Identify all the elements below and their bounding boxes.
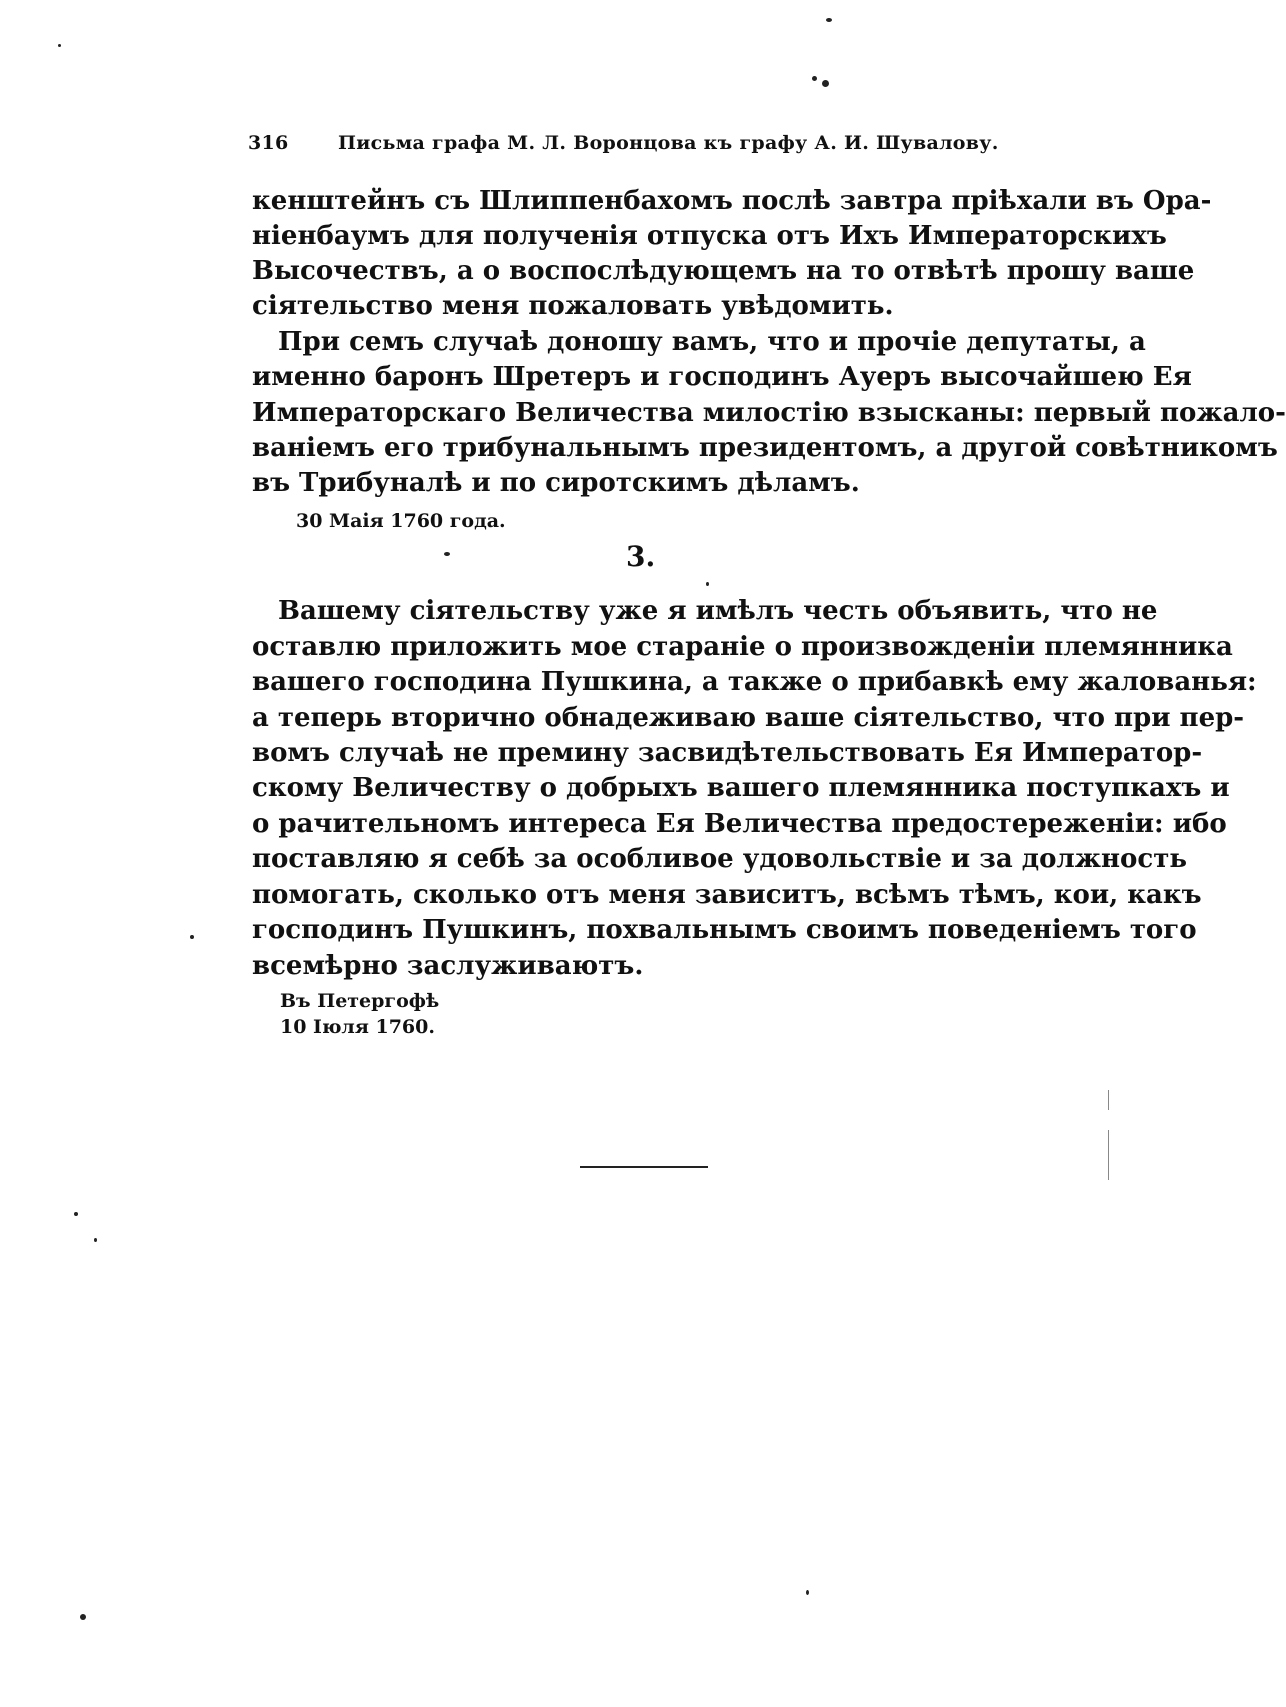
scan-speck <box>812 76 817 81</box>
text-line: поставляю я себѣ за особливое удовольствіе и за должность <box>252 844 1187 874</box>
text-line: господинъ Пушкинъ, похвальнымъ своимъ поведеніемъ того <box>252 915 1197 945</box>
scan-edge-mark <box>1108 1090 1109 1110</box>
text-line: ніенбаумъ для полученія отпуска отъ Ихъ Императорскихъ <box>252 221 1167 251</box>
text-line: о рачительномъ интереса Ея Величества предостереженіи: ибо <box>252 809 1227 839</box>
scan-speck <box>822 80 829 87</box>
scan-speck <box>74 1212 78 1216</box>
running-header <box>248 132 999 154</box>
text-line: скому Величеству о добрыхъ вашего племянника поступкахъ и <box>252 773 1230 803</box>
text-line: всемѣрно заслуживаютъ. <box>252 951 644 981</box>
letter-place: Въ Петергофѣ <box>280 990 440 1012</box>
letter-date: 30 Маія 1760 года. <box>296 510 506 532</box>
page-number: 316 <box>248 132 289 154</box>
scan-speck <box>444 552 450 556</box>
text-line: Императорскаго Величества милостію взысканы: первый пожало- <box>252 398 1286 428</box>
scan-speck <box>58 44 61 47</box>
scan-speck <box>806 1590 809 1595</box>
text-line: въ Трибуналѣ и по сиротскимъ дѣламъ. <box>252 468 860 498</box>
text-line: помогать, сколько отъ меня зависитъ, всѣмъ тѣмъ, кои, какъ <box>252 880 1202 910</box>
text-line: При семъ случаѣ доношу вамъ, что и прочіе депутаты, а <box>278 327 1146 357</box>
text-line: Вашему сіятельству уже я имѣлъ честь объявить, что не <box>278 596 1158 626</box>
text-line: кенштейнъ съ Шлиппенбахомъ послѣ завтра пріѣхали въ Ора- <box>252 186 1212 216</box>
scan-speck <box>80 1614 86 1620</box>
scan-speck <box>94 1238 97 1242</box>
text-line: вашего господина Пушкина, а также о прибавкѣ ему жалованья: <box>252 667 1257 697</box>
text-line: Высочествъ, а о воспослѣдующемъ на то отвѣтѣ прошу ваше <box>252 256 1195 286</box>
scan-speck <box>706 582 709 586</box>
text-line: ваніемъ его трибунальнымъ президентомъ, а другой совѣтникомъ <box>252 433 1278 463</box>
text-line: вомъ случаѣ не премину засвидѣтельствовать Ея Император- <box>252 738 1203 768</box>
scan-speck <box>190 935 194 939</box>
text-line: а теперь вторично обнадеживаю ваше сіятельство, что при пер- <box>252 703 1245 733</box>
letter-number: 3. <box>626 540 656 573</box>
text-line: сіятельство меня пожаловать увѣдомить. <box>252 291 894 321</box>
scan-edge-mark <box>1108 1130 1109 1180</box>
text-line: именно баронъ Шретеръ и господинъ Ауеръ высочайшею Ея <box>252 362 1192 392</box>
closing-rule <box>580 1166 708 1168</box>
letter-date: 10 Іюля 1760. <box>280 1016 435 1038</box>
scan-speck <box>826 18 832 22</box>
running-title: Письма графа М. Л. Воронцова къ графу А. И. Шувалову. <box>338 132 999 154</box>
text-line: оставлю приложить мое стараніе о произвожденіи племянника <box>252 632 1233 662</box>
